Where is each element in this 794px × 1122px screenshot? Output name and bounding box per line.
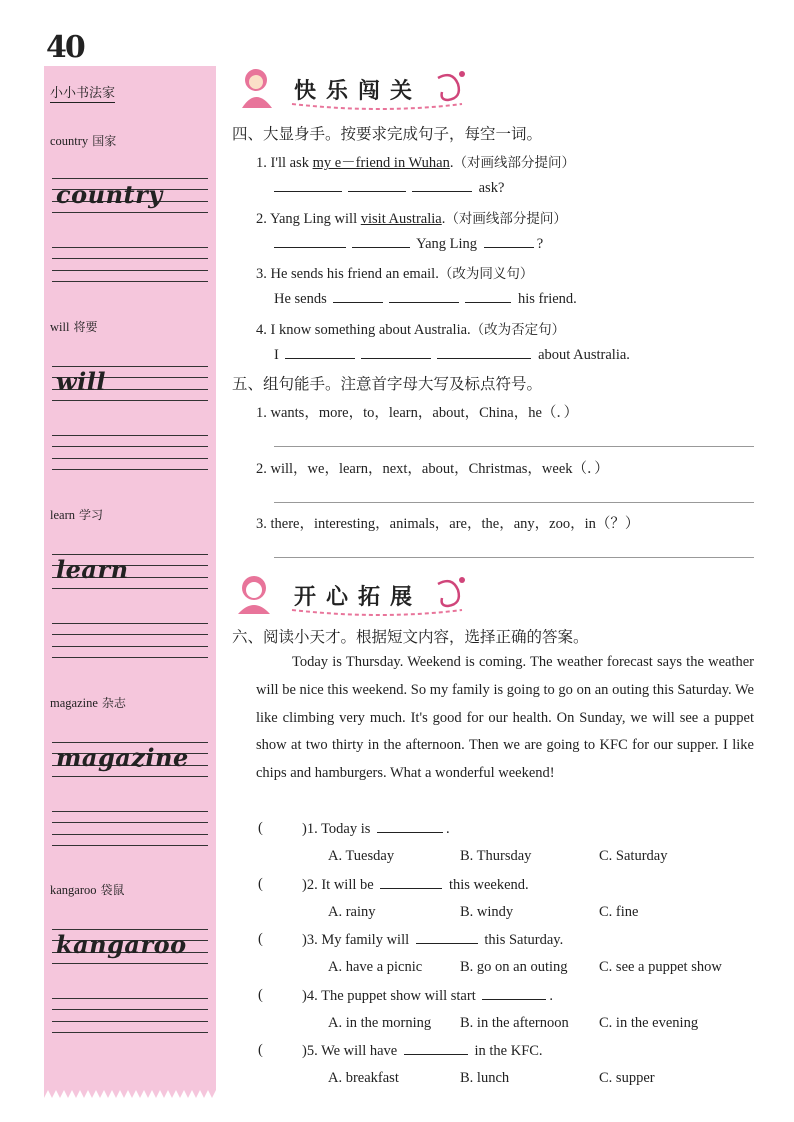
option-c: C. supper xyxy=(599,1070,655,1086)
option-c: C. Saturday xyxy=(599,848,668,864)
word-en: magazine xyxy=(50,696,98,710)
option-c: C. in the evening xyxy=(599,1015,699,1031)
underlined-phrase: visit Australia xyxy=(360,211,442,227)
option-b: B. go on an outing xyxy=(460,959,568,975)
word-en: will xyxy=(50,320,70,334)
question-4-4: 4. I know something about Australia.（改为否定句） xyxy=(256,322,566,338)
mc-questions xyxy=(0,820,794,1100)
word-en: kangaroo xyxy=(50,883,97,897)
script-word: kangaroo xyxy=(56,930,187,959)
mc-question: )1. Today is . xyxy=(302,821,450,837)
option-b: B. in the afternoon xyxy=(460,1015,569,1031)
word-zh: 学习 xyxy=(78,508,103,522)
question-5-2: 2. will，we，learn，next，about，Christmas，week（．） xyxy=(256,461,609,477)
banner-title: 开心拓展 xyxy=(294,585,423,610)
word-zh: 袋鼠 xyxy=(100,883,125,897)
word-label-learn xyxy=(50,506,103,523)
answer-line xyxy=(274,502,754,503)
answer-line-4-2: Yang Ling ? xyxy=(274,235,543,253)
section-4-heading: 四、大显身手。按要求完成句子，每空一词。 xyxy=(232,125,543,143)
script-word: will xyxy=(56,367,107,396)
option-c: C. fine xyxy=(599,904,639,920)
answer-line xyxy=(274,557,754,558)
banner-title: 快乐闯关 xyxy=(294,79,423,104)
answer-line-4-4: I about Australia. xyxy=(274,347,630,363)
answer-line-4-3: He sends his friend. xyxy=(274,291,577,307)
underlined-phrase: my e－friend in Wuhan xyxy=(312,155,450,171)
option-b: B. windy xyxy=(460,904,514,920)
section-5-heading: 五、组句能手。注意首字母大写及标点符号。 xyxy=(232,375,543,393)
option-a: A. in the morning xyxy=(328,1015,432,1031)
answer-line-4-1: ask? xyxy=(274,179,504,197)
answer-paren[interactable]: ( xyxy=(258,987,263,1003)
option-b: B. lunch xyxy=(460,1070,510,1086)
question-4-3: 3. He sends his friend an email.（改为同义句） xyxy=(256,266,534,282)
sidebar-title: 小小书法家 xyxy=(50,82,115,103)
word-en: learn xyxy=(50,508,75,522)
option-b: B. Thursday xyxy=(460,848,532,864)
word-label-magazine xyxy=(50,694,126,711)
word-en: country xyxy=(50,134,89,148)
word-label-country xyxy=(50,132,116,149)
mc-question: )5. We will have in the KFC. xyxy=(302,1043,543,1059)
option-a: A. rainy xyxy=(328,904,376,920)
mc-question: )4. The puppet show will start . xyxy=(302,988,553,1004)
page-number: 40 xyxy=(46,30,84,65)
option-a: A. have a picnic xyxy=(328,959,423,975)
option-c: C. see a puppet show xyxy=(599,959,722,975)
mc-question: )3. My family will this Saturday. xyxy=(302,932,564,948)
section-banner-happy-challenge xyxy=(232,64,480,112)
answer-paren[interactable]: ( xyxy=(258,876,263,892)
word-zh: 杂志 xyxy=(101,696,126,710)
mc-question: )2. It will be this weekend. xyxy=(302,877,529,893)
answer-paren[interactable]: ( xyxy=(258,820,263,836)
answer-line xyxy=(274,446,754,447)
reading-passage: Today is Thursday. Weekend is coming. The weather forecast says the weather will be nice this weekend. So my family is going to go on an outing this Saturday. We like climbing very much. It's good for our health. On Sunday, we will see a puppet show at two thirty in the afternoon. Then we are going to KFC for our supper. I like chips and hamburgers. What a wonderful weekend! xyxy=(256,654,754,782)
answer-paren[interactable]: ( xyxy=(258,1042,263,1058)
script-word: learn xyxy=(56,555,129,584)
section-6-heading: 六、阅读小天才。根据短文内容，选择正确的答案。 xyxy=(232,628,589,646)
word-label-will xyxy=(50,318,97,335)
section-banner-happy-extension xyxy=(232,570,480,618)
question-4-2: 2. Yang Ling will visit Australia.（对画线部分提问） xyxy=(256,211,567,227)
script-word: magazine xyxy=(56,743,189,772)
question-5-3: 3. there，interesting，animals，are，the，any，zoo，in（？） xyxy=(256,516,640,532)
option-a: A. Tuesday xyxy=(328,848,395,864)
word-zh: 国家 xyxy=(92,134,117,148)
word-zh: 将要 xyxy=(73,320,98,334)
question-4-1: 1. I'll ask my e－friend in Wuhan.（对画线部分提问） xyxy=(256,155,575,171)
question-5-1: 1. wants，more，to，learn，about，China，he（．） xyxy=(256,405,579,421)
option-a: A. breakfast xyxy=(328,1070,399,1086)
script-word: country xyxy=(56,180,163,209)
answer-paren[interactable]: ( xyxy=(258,931,263,947)
